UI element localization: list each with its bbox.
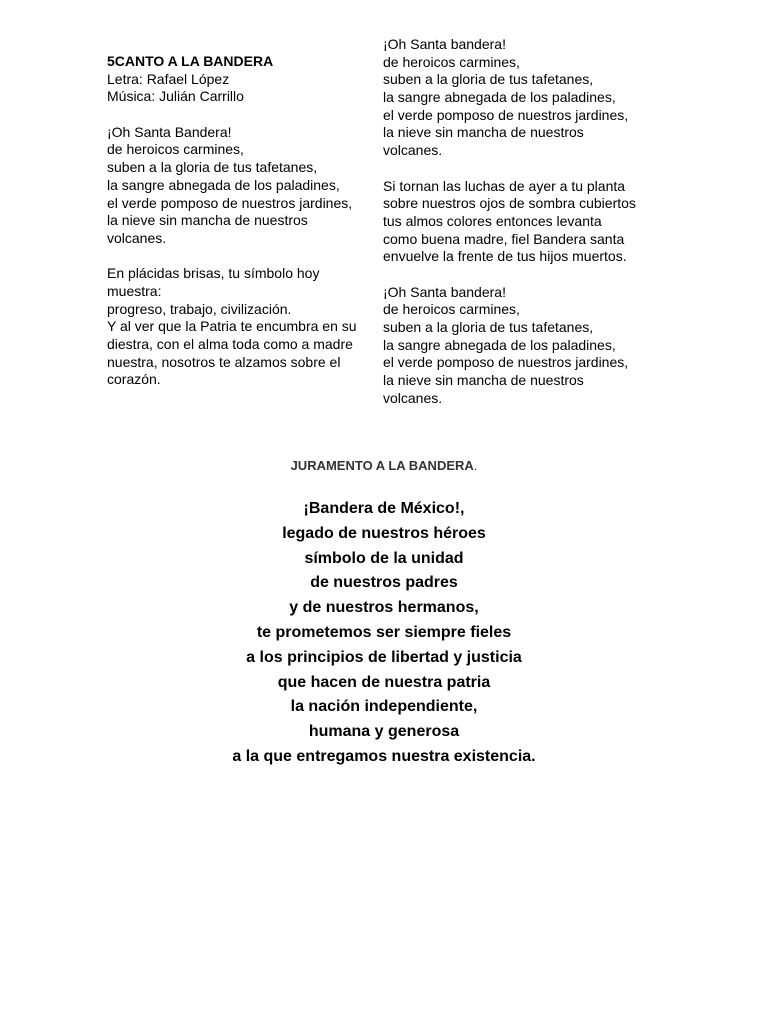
- left-stanzas: [107, 124, 379, 389]
- oath-body: [0, 497, 768, 770]
- stanza-gap: [383, 160, 663, 178]
- lyric-line: la nieve sin mancha de nuestros: [383, 372, 584, 389]
- lyric-line: suben a la gloria de tus tafetanes,: [107, 159, 318, 176]
- oath-line: humana y generosa: [308, 723, 460, 741]
- lyric-line: volcanes.: [107, 229, 167, 246]
- lyric-line: corazón.: [107, 371, 161, 388]
- lyric-line: muestra:: [107, 282, 162, 299]
- stanza-gap: [107, 248, 379, 266]
- lyric-line: la nieve sin mancha de nuestros: [383, 124, 584, 141]
- right-stanzas: [383, 36, 663, 407]
- lyric-line: el verde pomposo de nuestros jardines,: [383, 106, 629, 123]
- lyric-line: sobre nuestros ojos de sombra cubiertos: [383, 195, 636, 212]
- oath-line: legado de nuestros héroes: [282, 524, 486, 542]
- stanza: [107, 124, 379, 248]
- lyric-line: En plácidas brisas, tu símbolo hoy: [107, 265, 320, 282]
- oath-line: a la que entregamos nuestra existencia.: [232, 747, 536, 765]
- lyric-line: ¡Oh Santa bandera!: [383, 36, 506, 52]
- oath-line: la nación independiente,: [290, 698, 478, 716]
- lyric-line: tus almos colores entonces levanta: [383, 212, 602, 229]
- stanza: [107, 265, 379, 389]
- lyric-line: ¡Oh Santa Bandera!: [107, 123, 232, 140]
- lyric-line: envuelve la frente de tus hijos muertos.: [383, 248, 627, 265]
- oath-line: a los principios de libertad y justicia: [246, 648, 522, 666]
- lyric-line: Si tornan las luchas de ayer a tu planta: [383, 177, 626, 194]
- lyric-line: de heroicos carmines,: [383, 301, 520, 318]
- oath-line: que hacen de nuestra patria: [277, 673, 491, 691]
- lyric-line: el verde pomposo de nuestros jardines,: [383, 354, 629, 371]
- lyric-line: la sangre abnegada de los paladines,: [383, 89, 616, 106]
- song-right-column: [383, 36, 663, 407]
- lyric-line: como buena madre, fiel Bandera santa: [383, 230, 625, 247]
- lyric-line: volcanes.: [383, 389, 443, 406]
- song-left-column: [107, 53, 379, 389]
- lyric-line: nuestra, nosotros te alzamos sobre el: [107, 353, 341, 370]
- lyric-line: la nieve sin mancha de nuestros: [107, 212, 308, 229]
- stanza-gap: [107, 106, 379, 124]
- song-title: 5CANTO A LA BANDERA: [107, 53, 274, 69]
- stanza: [383, 36, 663, 160]
- oath-heading: [0, 458, 768, 473]
- music-credit: Música: Julián Carrillo: [107, 88, 244, 105]
- oath-heading-period: .: [473, 458, 478, 473]
- lyric-line: Y al ver que la Patria te encumbra en su: [107, 318, 357, 335]
- stanza: [383, 178, 663, 266]
- lyric-line: suben a la gloria de tus tafetanes,: [383, 71, 594, 88]
- oath-line: de nuestros padres: [310, 574, 458, 592]
- oath-line: y de nuestros hermanos,: [289, 599, 479, 617]
- lyric-line: de heroicos carmines,: [383, 53, 520, 70]
- lyric-line: el verde pomposo de nuestros jardines,: [107, 194, 353, 211]
- oath-line: símbolo de la unidad: [304, 549, 464, 567]
- stanza-gap: [383, 266, 663, 284]
- oath-line: te prometemos ser siempre fieles: [256, 623, 512, 641]
- lyrics-credit: Letra: Rafael López: [107, 70, 230, 87]
- lyric-line: ¡Oh Santa bandera!: [383, 283, 506, 300]
- oath-heading-text: JURAMENTO A LA BANDERA: [290, 458, 474, 473]
- lyric-line: de heroicos carmines,: [107, 141, 244, 158]
- stanza: [383, 284, 663, 408]
- lyric-line: suben a la gloria de tus tafetanes,: [383, 319, 594, 335]
- lyric-line: volcanes.: [383, 142, 443, 159]
- lyric-line: progreso, trabajo, civilización.: [107, 300, 292, 317]
- lyric-line: diestra, con el alma toda como a madre: [107, 336, 353, 352]
- oath-line: ¡Bandera de México!,: [303, 500, 465, 517]
- lyric-line: la sangre abnegada de los paladines,: [107, 176, 340, 193]
- lyric-line: la sangre abnegada de los paladines,: [383, 336, 616, 353]
